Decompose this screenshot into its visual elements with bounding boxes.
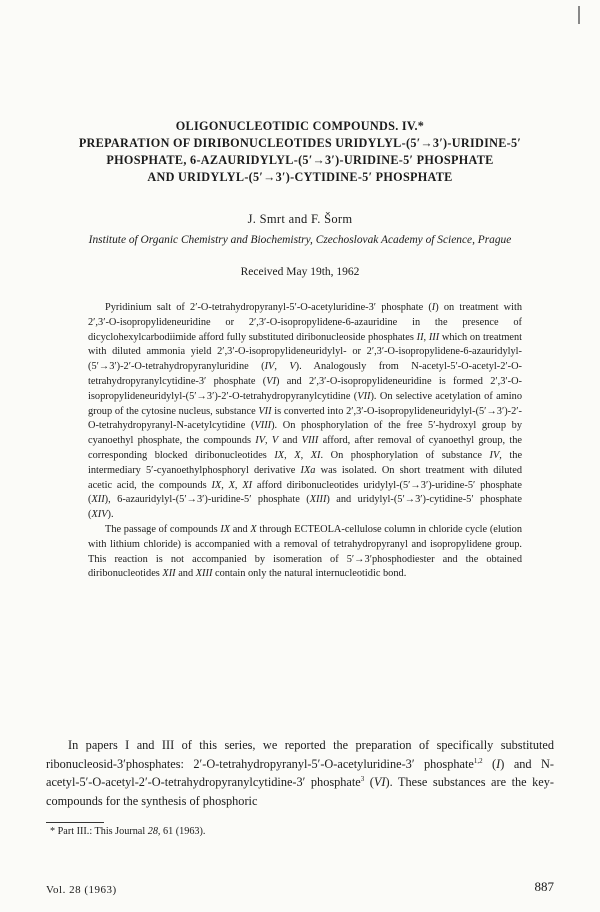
abstract-text: , <box>274 361 290 373</box>
compound-ref: IX <box>220 523 231 535</box>
abstract-text: ) on treatment with 2′,3′-O-isopropylideneuridine or 2′,3′-O-isopropylidene-6-azauridine in the presence of dicyclohexylcarbodiimide afford fully substituted diribonucleoside phosphates <box>88 302 523 343</box>
abstract-text: , <box>423 331 429 343</box>
compound-ref: IXa <box>300 464 316 476</box>
body-paragraph-1 <box>46 736 554 810</box>
abstract-text: , <box>234 479 243 491</box>
abstract-text: and <box>230 523 251 535</box>
compound-ref: II <box>416 331 424 343</box>
compound-ref: IV <box>264 361 275 373</box>
compound-ref: IV <box>489 449 500 461</box>
body-text <box>46 736 554 810</box>
footnote-volume: 28 <box>147 826 158 837</box>
abstract-text: afford, after removal of cyanoethyl group, the corresponding blocked diribonucleotides <box>88 435 522 461</box>
abstract-text: contain only the natural internucleotidic bond. <box>212 568 407 580</box>
compound-ref: VI <box>373 775 386 790</box>
compound-ref: VIII <box>301 435 319 447</box>
footnote-text: * Part III.: This Journal <box>50 826 148 837</box>
compound-ref: VII <box>258 405 272 417</box>
compound-ref: XIII <box>309 494 327 506</box>
abstract-text: ). On selective acetylation of amino group of the cytosine nucleus, substance <box>88 390 522 417</box>
compound-ref: XII <box>91 494 105 506</box>
compound-ref: VIII <box>254 420 272 432</box>
abstract-text: ), 6-azauridylyl-(5′→3′)-uridine-5′ phosphate ( <box>104 494 310 506</box>
footnote-text: , 61 (1963). <box>157 826 206 837</box>
abstract-text: , <box>265 435 272 447</box>
compound-ref: VII <box>357 390 371 402</box>
abstract-text: , <box>300 449 311 461</box>
abstract-text: through ECTEOLA-cellulose column in chloride cycle (elution with lithium chloride) is accompanied with a removal of tetrahydropyranyl and isopropylidene group. This reaction is not accompanied by isomeration of 5′→3′phosphodiester and the obtained diribonucleotides <box>88 523 522 580</box>
abstract-text: , <box>284 449 295 461</box>
footnote <box>50 826 205 837</box>
abstract-text: is converted into 2′,3′-O-isopropylideneuridylyl-(5′→3′)-2′-O-tetrahydropyranyl-N-acetylcytidine ( <box>88 405 522 432</box>
abstract-paragraph-2 <box>88 523 522 582</box>
body-text-run: ). These substances are the key-compounds for the synthesis of phosphoric <box>46 775 555 808</box>
abstract-paragraph-1 <box>88 301 522 523</box>
institute: Institute of Organic Chemistry and Biochemistry, Czechoslovak Academy of Science, Prague <box>88 234 512 246</box>
compound-ref: V <box>289 361 296 373</box>
authors: J. Smrt and F. Šorm <box>247 212 353 226</box>
abstract-text: ) and uridylyl-(5′→3′)-cytidine-5′ phosphate ( <box>88 494 522 521</box>
abstract-text: The passage of compounds <box>105 523 221 535</box>
page-number: 887 <box>534 879 554 894</box>
body-text-run: In papers I and III of this series, we reported the preparation of specifically substituted ribonucleosid-3′phosphates: 2′-O-tetrahydropyranyl-5′-O-acetyluridine-3′ phosphate <box>46 738 554 771</box>
article-title <box>20 118 580 186</box>
citation-superscript: 1,2 <box>473 756 483 765</box>
abstract-text: ). On phosphorylation of the free 5′-hydroxyl group by cyanoethyl phosphate, the compounds <box>88 420 522 447</box>
title-line-2: PREPARATION OF DIRIBONUCLEOTIDES URIDYLYL-(5′→3′)-URIDINE-5′ <box>78 136 522 150</box>
journal-volume: Vol. 28 (1963) <box>46 884 117 896</box>
abstract-text: and <box>278 435 302 447</box>
body-text-run: ) and N-acetyl-5′-O-acetyl-2′-O-tetrahydropyranylcytidine-3′ phosphate <box>46 756 555 790</box>
footnote-divider <box>46 822 104 823</box>
compound-ref: XIV <box>91 509 108 521</box>
compound-ref: XI <box>242 479 253 491</box>
abstract-text: afford diribonucleotides uridylyl-(5′→3′)-uridine-5′ phosphate ( <box>88 479 523 506</box>
abstract-text: and <box>175 568 196 580</box>
scan-mark <box>578 6 580 24</box>
compound-ref: V <box>271 435 279 447</box>
abstract-text: ) and 2′,3′-O-isopropylideneuridine is formed 2′,3′-O-isopropylideneuridylyl-(5′→3′)-2′-O-tetrahydropyranylcytidine ( <box>88 375 523 402</box>
compound-ref: IX <box>211 479 222 491</box>
compound-ref: X <box>250 523 257 535</box>
abstract-text: ). Analogously from N-acetyl-5′-O-acetyl-2′-O-tetrahydropyranylcytidine-3′ phosphate ( <box>88 361 522 387</box>
compound-ref: XIII <box>195 568 213 580</box>
compound-ref: VI <box>266 375 277 387</box>
abstract-text: Pyridinium salt of 2′-O-tetrahydropyranyl-5′-O-acetyluridine-3′ phosphate ( <box>105 302 432 313</box>
abstract-text: . On phosphorylation of substance <box>320 449 490 461</box>
abstract-text: which on treatment with diluted ammonia yield 2′,3′-O-isopropylideneuridylyl- or 2′,3′-O-isopropylidene-6-azauridylyl-(5′→3′)-2′-O-tetrahydropyranyluridine ( <box>88 331 523 373</box>
title-line-1: OLIGONUCLEOTIDIC COMPOUNDS. IV.* <box>175 119 425 133</box>
abstract-text: was isolated. On short treatment with diluted acetic acid, the compounds <box>88 464 523 491</box>
title-line-3: PHOSPHATE, 6-AZAURIDYLYL-(5′→3′)-URIDINE-5′ PHOSPHATE <box>106 153 494 167</box>
compound-ref: IX <box>274 449 285 461</box>
abstract-text: , the intermediary 5′-cyanoethylphosphoryl derivative <box>88 449 523 476</box>
compound-ref: IV <box>255 435 266 447</box>
compound-ref: XI <box>310 449 321 461</box>
title-line-4: AND URIDYLYL-(5′→3′)-CYTIDINE-5′ PHOSPHATE <box>147 170 453 184</box>
body-text-run: ( <box>364 775 374 790</box>
compound-ref: X <box>294 449 301 461</box>
received-date: Received May 19th, 1962 <box>240 266 360 278</box>
compound-ref: XII <box>162 568 176 580</box>
body-text-run: ( <box>482 756 497 771</box>
abstract <box>88 301 522 582</box>
compound-ref: X <box>228 479 235 491</box>
abstract-text: ). <box>107 509 114 521</box>
compound-ref: I <box>496 756 501 771</box>
abstract-text: , <box>221 479 229 491</box>
compound-ref: I <box>431 302 436 313</box>
compound-ref: III <box>428 331 440 343</box>
citation-superscript: 3 <box>360 775 365 784</box>
